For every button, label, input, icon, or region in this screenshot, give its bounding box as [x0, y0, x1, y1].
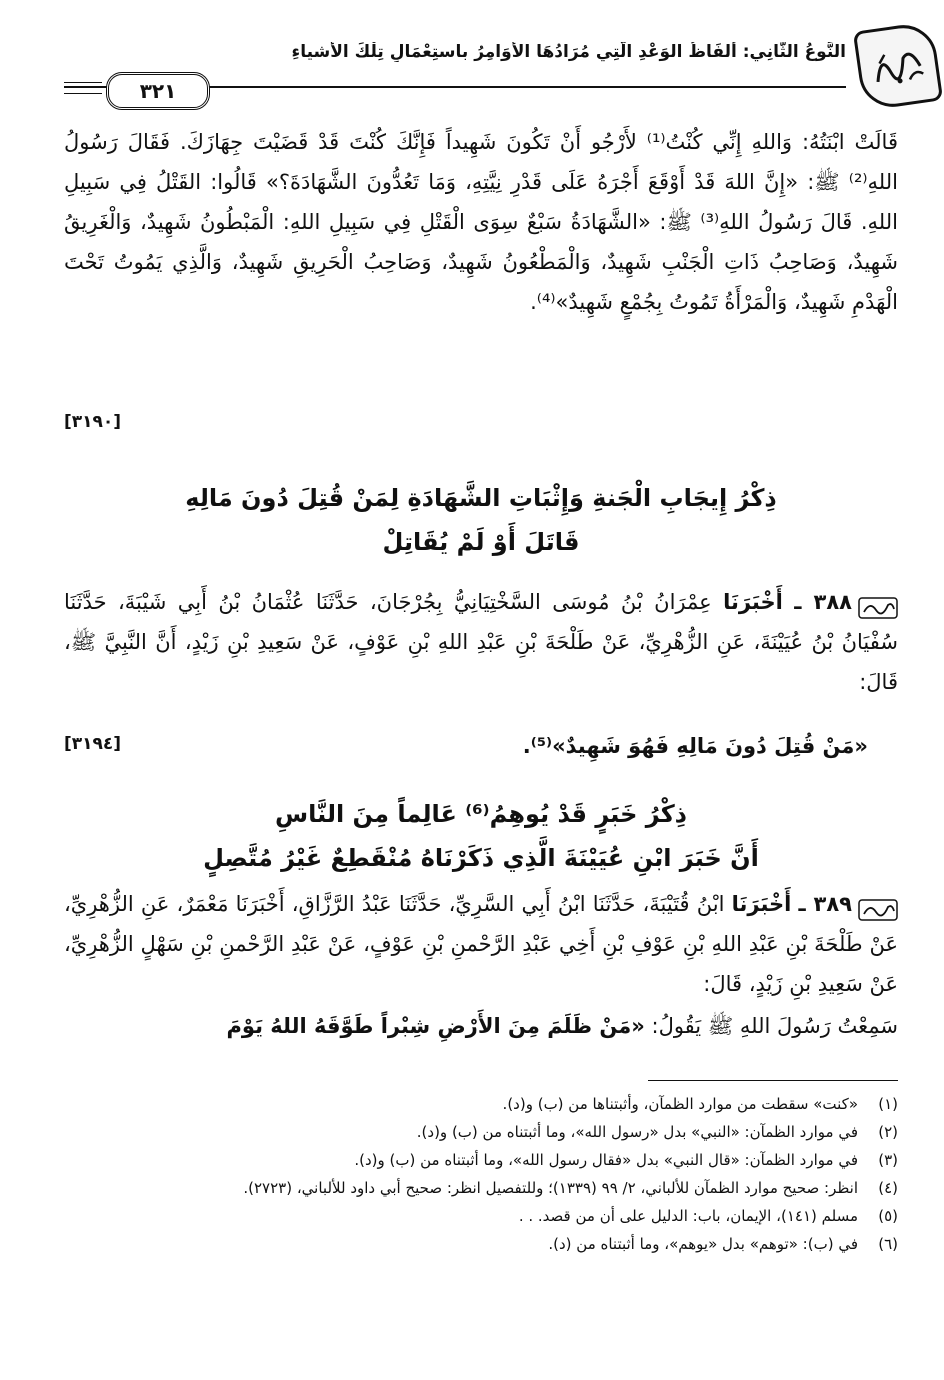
chapter-heading [64, 792, 898, 880]
footnotes [64, 1090, 898, 1258]
heading-line: ذِكْرُ إِيجَابِ الْجَنةِ وَإِثْبَاتِ الشَّهَادَةِ لِمَنْ قُتِلَ دُونَ مَالِهِ [185, 484, 777, 512]
hadith-reference: [٣١٩٤] [64, 734, 122, 754]
footnote-text: في موارد الظمآن: «قال النبي» بدل «فقال رسول الله»، وما أثبتناه من (ب) و(د). [354, 1151, 858, 1169]
hadith-number: ٣٨٨ ـ [794, 590, 852, 614]
footnote-text: مسلم (١٤١)، الإيمان، باب: الدليل على أن من قصد. . . [518, 1207, 858, 1225]
heading-line: قَاتَلَ أَوْ لَمْ يُقَاتِلْ [382, 528, 580, 556]
paragraph-text: قَالَتْ ابْنَتُهُ: وَاللهِ إِنِّي كُنْتُ⁽¹⁾ لأَرْجُو أَنْ تَكُونَ شَهِيداً فَإِنَّكَ كُنْتَ قَدْ قَضَيْتَ جِهَازَكَ. فَقَالَ رَسُولُ اللهِ⁽²⁾ ﷺ: «إِنَّ اللهَ قَدْ أَوْقَعَ أَجْرَهُ عَلَى قَدْرِ نِيَّتِهِ، وَمَا تَعُدُّونَ الشَّهَادَةَ؟» قَالُوا: القَتْلُ فِي سَبِيلِ اللهِ. قَالَ رَسُولُ اللهِ⁽³⁾ ﷺ: «الشَّهَادَةُ سَبْعٌ سِوَى الْقَتْلِ فِي سَبِيلِ اللهِ: الْمَبْطُونُ شَهِيدٌ، وَالْغَرِيقُ شَهِيدٌ، وَصَاحِبُ ذَاتِ الْجَنْبِ شَهِيدٌ، وَالْمَطْعُونُ شَهِيدٌ، وَصَاحِبُ الْحَرِيقِ شَهِيدٌ، وَالَّذِي يَمُوتُ تَحْتَ الْهَدْمِ شَهِيدٌ، وَالْمَرْأَةُ تَمُوتُ بِجُمْعٍ شَهِيدٌ»⁽⁴⁾. [64, 130, 898, 314]
paragraph-hadith-387-end [64, 122, 898, 322]
hadith-marker-icon [858, 592, 898, 614]
section-emblem [853, 21, 943, 111]
hadith-isnad: ابْنُ قُتَيْبَةَ، حَدَّثَنَا ابْنُ أَبِي السَّرِيِّ، حَدَّثَنَا عَبْدُ الرَّزَّاقِ، أَخْبَرَنَا مَعْمَرٌ، عَنِ الزُّهْرِيِّ، عَنْ طَلْحَةَ بْنِ عَبْدِ اللهِ بْنِ عَوْفِ بْنِ أَخِي عَبْدِ الرَّحْمنِ بْنِ عَوْفٍ، عَنْ عَبْدِ الرَّحْمنِ بْنِ سَهْلٍ الزُّهْرِيِّ، عَنْ سَعِيدِ بْنِ زَيْدٍ، قَالَ: [64, 892, 898, 996]
footnote-number: (٣) [878, 1151, 898, 1169]
footnote-number: (٦) [878, 1235, 898, 1253]
footnote [64, 1090, 898, 1118]
footnote-text: «كنت» سقطت من موارد الظمآن، وأثبتناها من (ب) و(د). [502, 1095, 858, 1113]
hadith-opening: أَخْبَرَنَا [723, 590, 783, 614]
hadith-389 [64, 884, 898, 1004]
footnote [64, 1202, 898, 1230]
footnote [64, 1174, 898, 1202]
hadith-marker-icon [858, 894, 898, 916]
footnote-number: (٢) [878, 1123, 898, 1141]
chapter-heading [64, 476, 898, 564]
footnote-text: في (ب): «توهم» بدل «يوهم»، وما أثبتناه من (د). [548, 1235, 858, 1253]
heading-line: أَنَّ خَبَرَ ابْنِ عُيَيْنَةَ الَّذِي ذَكَرْنَاهُ مُنْقَطِعٌ غَيْرُ مُتَّصِلٍ [203, 844, 759, 872]
hadith-isnad: عِمْرَانُ بْنُ مُوسَى السَّخْتِيَانِيُّ بِجُرْجَانَ، حَدَّثَنَا عُثْمَانُ بْنُ أَبِي شَيْبَةَ، حَدَّثَنَا سُفْيَانُ بْنُ عُيَيْنَةَ، عَنِ الزُّهْرِيِّ، عَنْ طَلْحَةَ بْنِ عَبْدِ اللهِ بْنِ عَوْفٍ، عَنْ سَعِيدِ بْنِ زَيْدٍ، أَنَّ النَّبِيَّ ﷺ، قَالَ: [64, 590, 898, 694]
hadith-quote: «مَنْ قُتِلَ دُونَ مَالِهِ فَهُوَ شَهِيدٌ»⁽⁵⁾. [522, 734, 868, 758]
hadith-opening: أَخْبَرَنَا [731, 892, 792, 916]
calligraphy-icon [865, 37, 931, 95]
running-head: النَّوعُ الثَّانِي: ألفَاظُ الوَعْدِ الَّتِي مُرَادُهَا الأوَامِرُ باستِعْمَالِ تِلْكَ الأشياءِ [291, 42, 846, 62]
hadith-number: ٣٨٩ ـ [798, 892, 852, 916]
hadith-388 [64, 582, 898, 702]
hadith-matn-intro: سَمِعْتُ رَسُولَ اللهِ ﷺ يَقُولُ: [651, 1014, 898, 1038]
book-page [64, 26, 898, 1356]
page-number: ٣٢١ [106, 72, 210, 110]
footnote [64, 1118, 898, 1146]
footnote [64, 1146, 898, 1174]
footnote-number: (١) [878, 1095, 898, 1113]
footnote-number: (٤) [878, 1179, 898, 1197]
footnote-text: انظر: صحيح موارد الظمآن للألباني، ٢/ ٩٩ (١٣٣٩)؛ وللتفصيل انظر: صحيح أبي داود للألباني، (٢٧٢٣). [243, 1179, 858, 1197]
heading-line: ذِكْرُ خَبَرٍ قَدْ يُوهِمُ⁽⁶⁾ عَالِماً مِنَ النَّاسِ [275, 800, 687, 828]
footnote-text: في موارد الظمآن: «النبي» بدل «رسول الله»، وما أثبتناه من (ب) و(د). [416, 1123, 858, 1141]
hadith-quote: «مَنْ ظَلَمَ مِنَ الأَرْضِ شِبْراً طَوَّقَهُ اللهُ يَوْمَ [226, 1014, 645, 1038]
footnote-rule [648, 1080, 898, 1081]
hadith-389-matn [64, 1006, 898, 1046]
page-header [64, 26, 898, 110]
hadith-388-matn [64, 726, 898, 766]
footnote-number: (٥) [878, 1207, 898, 1225]
footnote [64, 1230, 898, 1258]
header-rule-left [64, 82, 102, 94]
hadith-reference: [٣١٩٠] [64, 412, 122, 432]
